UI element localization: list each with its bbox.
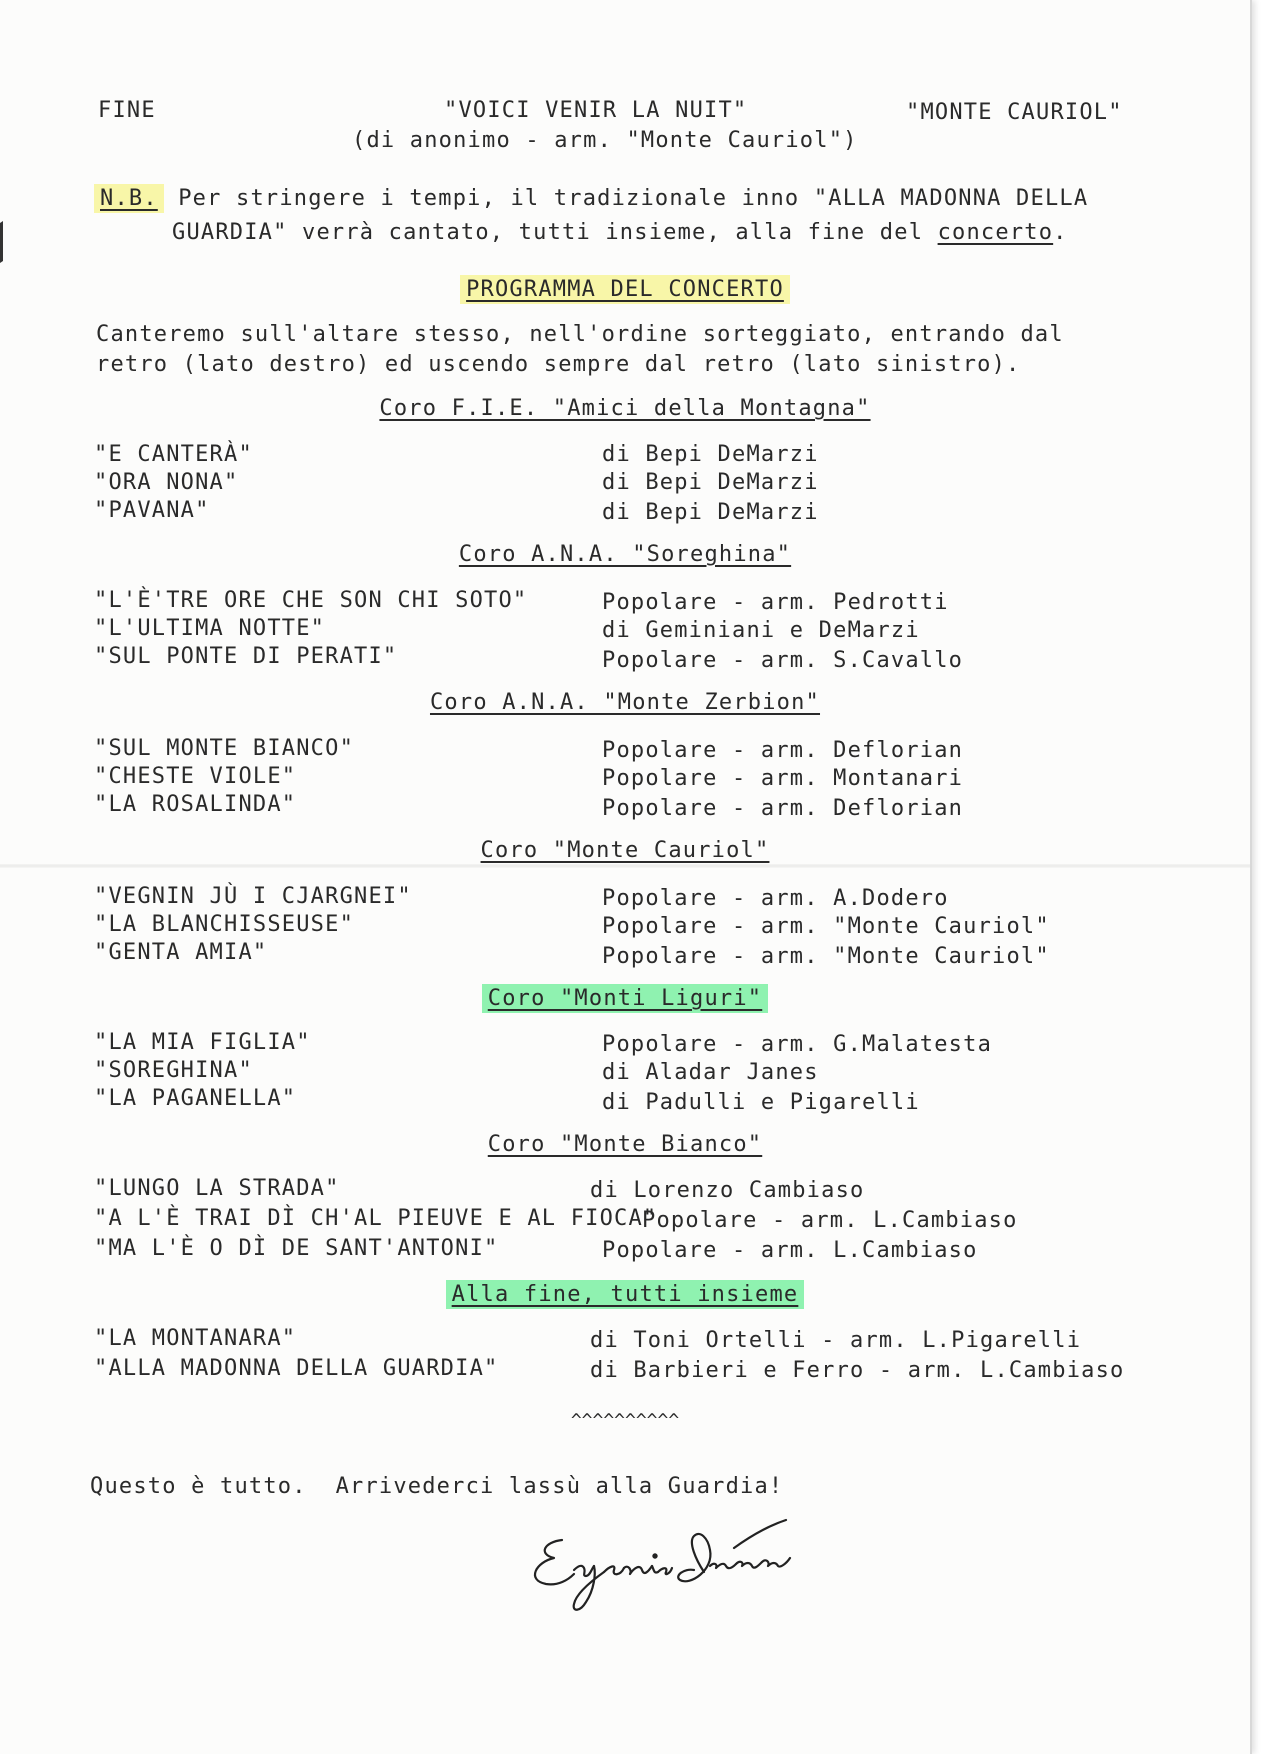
song-author: di Padulli e Pigarelli <box>602 1090 920 1115</box>
song-title: "LA MONTANARA" <box>94 1326 297 1351</box>
song-title: "SUL MONTE BIANCO" <box>94 736 355 761</box>
song-author: Popolare - arm. "Monte Cauriol" <box>602 914 1050 939</box>
program-title-wrap <box>0 277 1250 303</box>
nb-line-2 <box>172 220 1068 246</box>
song-author: di Bepi DeMarzi <box>602 470 819 495</box>
edge-mark <box>0 221 3 263</box>
song-title: "L'ULTIMA NOTTE" <box>94 616 326 641</box>
song-title: "LA MIA FIGLIA" <box>94 1030 311 1055</box>
song-author: Popolare - arm. A.Dodero <box>602 886 949 911</box>
song-author: di Lorenzo Cambiaso <box>590 1178 865 1203</box>
section-title: Coro "Monti Liguri" <box>482 984 768 1013</box>
nb-text-1: Per stringere i tempi, il tradizionale inno "ALLA MADONNA DELLA <box>178 186 1089 211</box>
song-title: "ORA NONA" <box>94 470 239 495</box>
song-author: Popolare - arm. Montanari <box>602 766 964 791</box>
song-title: "SOREGHINA" <box>94 1058 253 1083</box>
header-center-title: "VOICI VENIR LA NUIT" <box>444 98 748 123</box>
section-title-wrap <box>0 690 1250 716</box>
song-author: Popolare - arm. Pedrotti <box>602 590 949 615</box>
header-right: "MONTE CAURIOL" <box>906 100 1123 125</box>
song-author: Popolare - arm. S.Cavallo <box>602 648 964 673</box>
paper-fold <box>0 864 1250 868</box>
section-title-wrap <box>0 396 1250 422</box>
song-title: "A L'È TRAI DÌ CH'AL PIEUVE E AL FIOCA" <box>94 1206 658 1231</box>
song-title: "E CANTERÀ" <box>94 442 253 467</box>
section-title: Alla fine, tutti insieme <box>446 1280 805 1309</box>
program-title: PROGRAMMA DEL CONCERTO <box>460 275 790 304</box>
closing-text: Questo è tutto. Arrivederci lassù alla Guardia! <box>90 1474 784 1499</box>
song-author: Popolare - arm. Deflorian <box>602 738 964 763</box>
song-author: Popolare - arm. L.Cambiaso <box>602 1238 978 1263</box>
section-title-wrap <box>0 1132 1250 1158</box>
song-author: di Toni Ortelli - arm. L.Pigarelli <box>590 1328 1082 1353</box>
section-title: Coro F.I.E. "Amici della Montagna" <box>379 396 871 421</box>
nb-line-1 <box>94 186 1088 212</box>
song-author: di Barbieri e Ferro - arm. L.Cambiaso <box>590 1358 1125 1383</box>
nb-text-2a: GUARDIA" verrà cantato, tutti insieme, alla fine del <box>172 220 938 245</box>
header-center-sub: (di anonimo - arm. "Monte Cauriol") <box>352 128 858 153</box>
nb-text-2b: concerto <box>937 220 1054 245</box>
song-title: "L'È'TRE ORE CHE SON CHI SOTO" <box>94 588 528 613</box>
section-title: Coro A.N.A. "Monte Zerbion" <box>429 690 821 715</box>
song-title: "ALLA MADONNA DELLA GUARDIA" <box>94 1356 499 1381</box>
song-author: di Bepi DeMarzi <box>602 442 819 467</box>
section-title-wrap <box>0 986 1250 1012</box>
song-title: "VEGNIN JÙ I CJARGNEI" <box>94 884 412 909</box>
song-author: Popolare - arm. G.Malatesta <box>602 1032 993 1057</box>
song-title: "SUL PONTE DI PERATI" <box>94 644 398 669</box>
song-author: di Bepi DeMarzi <box>602 500 819 525</box>
song-title: "LA PAGANELLA" <box>94 1086 297 1111</box>
song-author: di Aladar Janes <box>602 1060 819 1085</box>
nb-label: N.B. <box>94 184 164 213</box>
song-title: "LA BLANCHISSEUSE" <box>94 912 355 937</box>
song-author: Popolare - arm. "Monte Cauriol" <box>602 944 1050 969</box>
header-left: FINE <box>98 98 156 123</box>
separator: ^^^^^^^^^^ <box>570 1410 680 1431</box>
song-title: "GENTA AMIA" <box>94 940 268 965</box>
section-title: Coro "Monte Cauriol" <box>480 838 770 863</box>
song-title: "PAVANA" <box>94 498 210 523</box>
section-title-wrap <box>0 542 1250 568</box>
song-author: di Geminiani e DeMarzi <box>602 618 920 643</box>
song-author: Popolare - arm. L.Cambiaso <box>642 1208 1018 1233</box>
section-title-wrap <box>0 838 1250 864</box>
section-title: Coro "Monte Bianco" <box>487 1132 763 1157</box>
song-title: "MA L'È O DÌ DE SANT'ANTONI" <box>94 1236 499 1261</box>
song-author: Popolare - arm. Deflorian <box>602 796 964 821</box>
song-title: "CHESTE VIOLE" <box>94 764 297 789</box>
nb-text-2c: . <box>1053 220 1068 245</box>
signature-icon <box>524 1510 804 1620</box>
intro-line-1: Canteremo sull'altare stesso, nell'ordine sorteggiato, entrando dal <box>96 322 1064 347</box>
intro-line-2: retro (lato destro) ed uscendo sempre dal retro (lato sinistro). <box>96 352 1021 377</box>
song-title: "LA ROSALINDA" <box>94 792 297 817</box>
section-title-wrap <box>0 1282 1250 1308</box>
section-title: Coro A.N.A. "Soreghina" <box>458 542 792 567</box>
song-title: "LUNGO LA STRADA" <box>94 1176 340 1201</box>
